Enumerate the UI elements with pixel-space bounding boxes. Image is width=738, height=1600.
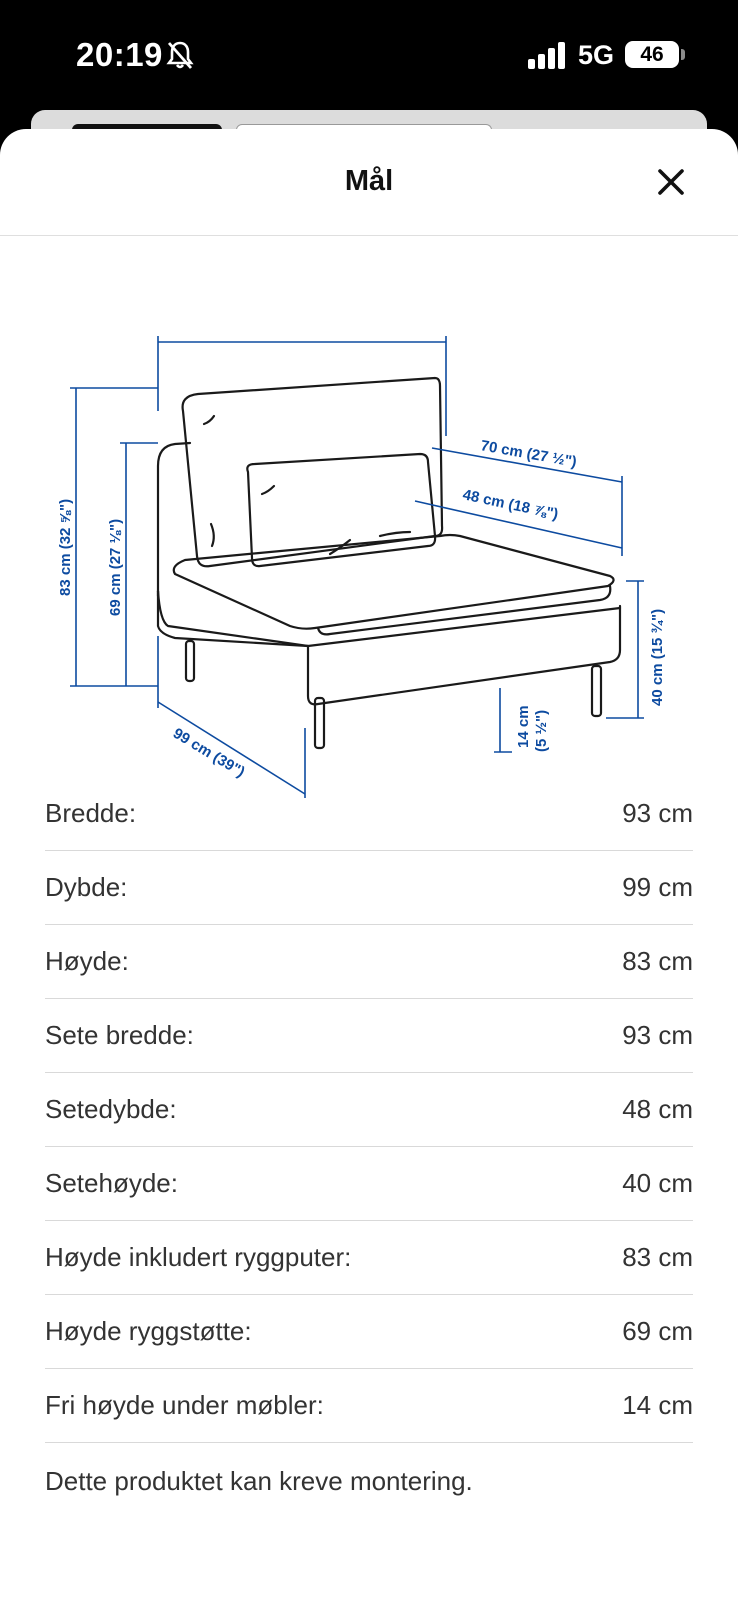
spec-label: Dybde: [45,872,128,902]
status-bar [0,0,738,110]
sheet-title: Mål [344,165,394,197]
battery-tip [681,49,685,60]
label-clearance-inches: (5 ½") [533,709,550,752]
spec-value: 93 cm [622,1020,693,1050]
status-time: 20:19 [76,36,163,73]
spec-row-width [45,777,693,851]
spec-label: Setedybde: [45,1094,177,1124]
spec-value: 14 cm [622,1390,693,1420]
spec-label: Høyde: [45,946,129,976]
label-seat-depth: 48 cm (18 ⅞") [461,486,560,524]
spec-row-backrest-height [45,1295,693,1369]
label-clearance: 14 cm [515,705,532,748]
label-total-height: 83 cm (32 ⅝") [57,498,74,596]
spec-value: 83 cm [622,1242,693,1272]
spec-value: 69 cm [622,1316,693,1346]
spec-label: Fri høyde under møbler: [45,1390,324,1420]
spec-row-depth [45,851,693,925]
spec-row-seat-depth [45,1073,693,1147]
spec-value: 48 cm [622,1094,693,1124]
network-type: 5G [578,40,615,70]
spec-row-seat-height [45,1147,693,1221]
spec-label: Høyde ryggstøtte: [45,1316,252,1346]
spec-label: Setehøyde: [45,1168,178,1198]
spec-label: Bredde: [45,798,137,828]
label-back-height: 69 cm (27 ⅛") [107,518,124,616]
dimensions-sheet [0,129,738,1600]
sofa-dimension-diagram [40,236,700,781]
spec-row-height [45,925,693,999]
battery-icon: 46 [625,41,679,68]
spec-row-height-incl-cushions [45,1221,693,1295]
assembly-note: Dette produktet kan kreve montering. [45,1466,473,1496]
dimension-spec-list [45,777,693,1443]
spec-value: 93 cm [622,798,693,828]
spec-row-clearance [45,1369,693,1443]
label-depth: 99 cm (39") [169,724,248,781]
spec-value: 40 cm [622,1168,693,1198]
spec-label: Høyde inkludert ryggputer: [45,1242,352,1272]
label-back-depth: 70 cm (27 ½") [479,437,578,471]
dimension-labels [57,437,666,781]
cellular-signal-icon [528,42,568,70]
close-icon[interactable] [650,161,692,203]
sofa-drawing [158,378,620,748]
spec-row-seat-width [45,999,693,1073]
dimension-lines [70,336,644,798]
spec-value: 83 cm [622,946,693,976]
label-seat-height: 40 cm (15 ¾") [649,608,666,706]
bell-muted-icon [166,40,194,70]
spec-label: Sete bredde: [45,1020,194,1050]
spec-value: 99 cm [622,872,693,902]
sheet-header [0,129,738,236]
